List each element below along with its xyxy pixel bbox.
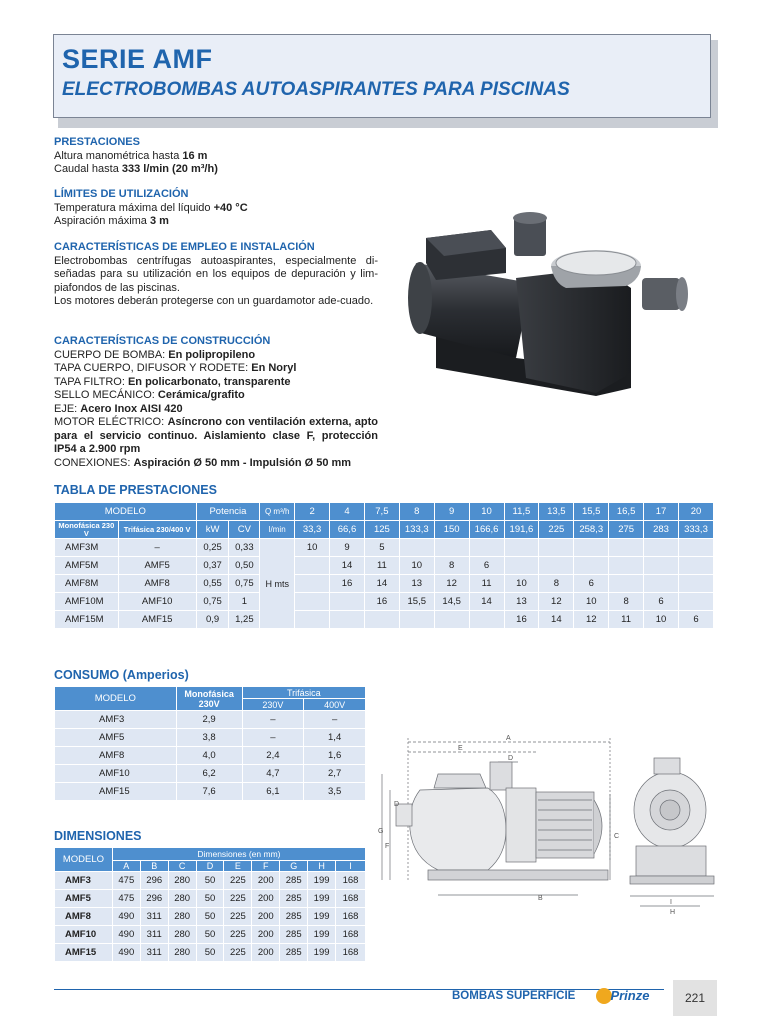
table-header-row bbox=[55, 848, 366, 861]
dimension-value-cell: 199 bbox=[308, 872, 336, 890]
dimension-value-cell: 285 bbox=[280, 872, 308, 890]
head-value-cell bbox=[609, 557, 644, 575]
drawing-label-c: C bbox=[614, 833, 620, 840]
spec-line: Aspiración máxima 3 m bbox=[54, 215, 169, 227]
dimension-value-cell: 199 bbox=[308, 926, 336, 944]
head-value-cell bbox=[644, 557, 679, 575]
column-header: Monofásica 230V bbox=[176, 687, 242, 711]
model-mono-cell: AMF3M bbox=[55, 539, 119, 557]
power-kw-cell: 0,55 bbox=[196, 575, 229, 593]
table-row bbox=[55, 593, 714, 611]
power-cv-cell: 0,33 bbox=[229, 539, 260, 557]
head-value-cell: 8 bbox=[434, 557, 469, 575]
height-unit-cell: H mts bbox=[260, 539, 295, 629]
head-value-cell: 13 bbox=[504, 593, 539, 611]
dimension-value-cell: 225 bbox=[224, 908, 252, 926]
spec-line: CUERPO DE BOMBA: En polipropileno bbox=[54, 348, 256, 361]
column-header: MODELO bbox=[55, 503, 197, 521]
flow-m3h-header: 16,5 bbox=[609, 503, 644, 521]
model-cell: AMF8 bbox=[55, 908, 113, 926]
head-value-cell: 10 bbox=[644, 611, 679, 629]
flow-lmin-header: 258,3 bbox=[574, 521, 609, 539]
head-value-cell: 6 bbox=[469, 557, 504, 575]
column-header: CV bbox=[229, 521, 260, 539]
dimension-value-cell: 296 bbox=[140, 890, 168, 908]
head-value-cell: 11 bbox=[469, 575, 504, 593]
model-tri-cell: AMF8 bbox=[118, 575, 196, 593]
table-header-row bbox=[55, 503, 714, 521]
spec-paragraph: Los motores deberán protegerse con un guardamotor ade-cuado. bbox=[54, 295, 374, 307]
spec-line: Caudal hasta 333 l/min (20 m³/h) bbox=[54, 163, 218, 175]
spec-heading: LÍMITES DE UTILIZACIÓN bbox=[54, 188, 189, 200]
head-value-cell bbox=[399, 611, 434, 629]
dimension-value-cell: 225 bbox=[224, 944, 252, 962]
head-value-cell bbox=[678, 575, 713, 593]
dimension-value-cell: 200 bbox=[252, 908, 280, 926]
tri230-current-cell: – bbox=[242, 729, 304, 747]
drawing-label-f: F bbox=[385, 843, 390, 850]
column-header: l/min bbox=[260, 521, 295, 539]
dimension-value-cell: 199 bbox=[308, 890, 336, 908]
head-value-cell bbox=[678, 593, 713, 611]
flow-m3h-header: 15,5 bbox=[574, 503, 609, 521]
head-value-cell bbox=[295, 593, 330, 611]
dimension-column-header: C bbox=[168, 861, 196, 872]
spec-line: Altura manométrica hasta 16 m bbox=[54, 149, 208, 162]
head-value-cell bbox=[399, 539, 434, 557]
page-subtitle: ELECTROBOMBAS AUTOASPIRANTES PARA PISCINAS bbox=[62, 79, 570, 100]
flow-m3h-header: 13,5 bbox=[539, 503, 574, 521]
head-value-cell: 8 bbox=[609, 593, 644, 611]
dimension-value-cell: 490 bbox=[112, 944, 140, 962]
dimension-value-cell: 280 bbox=[168, 944, 196, 962]
power-kw-cell: 0,37 bbox=[196, 557, 229, 575]
power-cv-cell: 1 bbox=[229, 593, 260, 611]
model-cell: AMF10 bbox=[55, 765, 177, 783]
model-tri-cell: AMF10 bbox=[118, 593, 196, 611]
flow-lmin-header: 275 bbox=[609, 521, 644, 539]
dimension-value-cell: 225 bbox=[224, 872, 252, 890]
page-number: 221 bbox=[673, 980, 717, 1016]
dimension-value-cell: 285 bbox=[280, 944, 308, 962]
table-row bbox=[55, 765, 366, 783]
head-value-cell: 12 bbox=[539, 593, 574, 611]
model-tri-cell: – bbox=[118, 539, 196, 557]
model-cell: AMF3 bbox=[55, 711, 177, 729]
dimension-value-cell: 50 bbox=[196, 908, 224, 926]
model-tri-cell: AMF5 bbox=[118, 557, 196, 575]
flow-lmin-header: 225 bbox=[539, 521, 574, 539]
drawing-label-h: H bbox=[670, 909, 676, 916]
prestaciones-table-title: TABLA DE PRESTACIONES bbox=[54, 483, 217, 497]
flow-m3h-header: 8 bbox=[399, 503, 434, 521]
dimension-column-header: E bbox=[224, 861, 252, 872]
model-mono-cell: AMF5M bbox=[55, 557, 119, 575]
dimension-column-header: A bbox=[112, 861, 140, 872]
head-value-cell: 13 bbox=[399, 575, 434, 593]
head-value-cell bbox=[364, 611, 399, 629]
power-kw-cell: 0,25 bbox=[196, 539, 229, 557]
dimension-value-cell: 285 bbox=[280, 908, 308, 926]
dimension-column-header: I bbox=[336, 861, 366, 872]
head-value-cell: 16 bbox=[504, 611, 539, 629]
flow-m3h-header: 11,5 bbox=[504, 503, 539, 521]
tri400-current-cell: 2,7 bbox=[304, 765, 366, 783]
tri400-current-cell: 1,4 bbox=[304, 729, 366, 747]
table-row bbox=[55, 783, 366, 801]
spec-line: TAPA FILTRO: En policarbonato, transparente bbox=[54, 375, 291, 388]
mono-current-cell: 7,6 bbox=[176, 783, 242, 801]
tri230-current-cell: 4,7 bbox=[242, 765, 304, 783]
head-value-cell bbox=[469, 539, 504, 557]
pump-photo bbox=[396, 208, 696, 398]
dimension-value-cell: 168 bbox=[336, 872, 366, 890]
dimension-value-cell: 490 bbox=[112, 926, 140, 944]
column-header: MODELO bbox=[55, 687, 177, 711]
spec-paragraph: Electrobombas centrífugas autoaspirantes, especialmente di-señadas para su utilización en los equipos de depuración y lim-piafondos de las piscinas. bbox=[54, 254, 378, 294]
table-row bbox=[55, 747, 366, 765]
spec-line: MOTOR ELÉCTRICO: Asíncrono con ventilación externa, apto para el servicio continuo. Aislamiento clase F, protección IP54 a 2.900 rpm bbox=[54, 416, 378, 455]
drawing-label-g: G bbox=[378, 828, 384, 835]
tri400-current-cell: 3,5 bbox=[304, 783, 366, 801]
spec-line: CONEXIONES: Aspiración Ø 50 mm - Impulsión Ø 50 mm bbox=[54, 456, 352, 469]
head-value-cell: 10 bbox=[504, 575, 539, 593]
table-row bbox=[55, 575, 714, 593]
head-value-cell: 6 bbox=[678, 611, 713, 629]
flow-lmin-header: 150 bbox=[434, 521, 469, 539]
dimension-drawing bbox=[378, 730, 718, 920]
model-cell: AMF15 bbox=[55, 944, 113, 962]
head-value-cell: 8 bbox=[539, 575, 574, 593]
head-value-cell: 10 bbox=[574, 593, 609, 611]
tri230-current-cell: – bbox=[242, 711, 304, 729]
power-cv-cell: 0,75 bbox=[229, 575, 260, 593]
dimensiones-table-title: DIMENSIONES bbox=[54, 829, 142, 843]
head-value-cell bbox=[504, 557, 539, 575]
drawing-label-a: A bbox=[506, 735, 511, 742]
dimension-value-cell: 490 bbox=[112, 908, 140, 926]
head-value-cell: 14 bbox=[364, 575, 399, 593]
head-value-cell bbox=[678, 539, 713, 557]
dimension-value-cell: 168 bbox=[336, 926, 366, 944]
dimension-value-cell: 280 bbox=[168, 926, 196, 944]
dimension-value-cell: 168 bbox=[336, 944, 366, 962]
dimension-value-cell: 199 bbox=[308, 944, 336, 962]
dimension-value-cell: 50 bbox=[196, 926, 224, 944]
dimension-column-header: H bbox=[308, 861, 336, 872]
column-header: 400V bbox=[304, 699, 366, 711]
head-value-cell: 9 bbox=[330, 539, 365, 557]
tri400-current-cell: – bbox=[304, 711, 366, 729]
mono-current-cell: 3,8 bbox=[176, 729, 242, 747]
head-value-cell bbox=[295, 575, 330, 593]
power-kw-cell: 0,75 bbox=[196, 593, 229, 611]
column-header: Trifásica bbox=[242, 687, 365, 699]
head-value-cell: 14 bbox=[469, 593, 504, 611]
flow-lmin-header: 283 bbox=[644, 521, 679, 539]
column-header: 230V bbox=[242, 699, 304, 711]
prestaciones-table bbox=[54, 502, 714, 629]
head-value-cell bbox=[539, 539, 574, 557]
head-value-cell: 11 bbox=[364, 557, 399, 575]
footer-section: BOMBAS SUPERFICIE bbox=[452, 990, 576, 1002]
head-value-cell bbox=[330, 611, 365, 629]
model-cell: AMF15 bbox=[55, 783, 177, 801]
table-row bbox=[55, 557, 714, 575]
dimension-value-cell: 50 bbox=[196, 944, 224, 962]
table-row bbox=[55, 611, 714, 629]
head-value-cell bbox=[539, 557, 574, 575]
head-value-cell: 14 bbox=[330, 557, 365, 575]
power-cv-cell: 1,25 bbox=[229, 611, 260, 629]
dimension-value-cell: 225 bbox=[224, 926, 252, 944]
power-cv-cell: 0,50 bbox=[229, 557, 260, 575]
column-header: Q m³/h bbox=[260, 503, 295, 521]
model-cell: AMF5 bbox=[55, 890, 113, 908]
model-cell: AMF8 bbox=[55, 747, 177, 765]
power-kw-cell: 0,9 bbox=[196, 611, 229, 629]
head-value-cell: 15,5 bbox=[399, 593, 434, 611]
head-value-cell bbox=[469, 611, 504, 629]
flow-m3h-header: 20 bbox=[678, 503, 713, 521]
head-value-cell: 5 bbox=[364, 539, 399, 557]
dimension-value-cell: 475 bbox=[112, 872, 140, 890]
dimensiones-table bbox=[54, 847, 366, 962]
table-row bbox=[55, 729, 366, 747]
head-value-cell bbox=[678, 557, 713, 575]
dimension-value-cell: 475 bbox=[112, 890, 140, 908]
flow-m3h-header: 7,5 bbox=[364, 503, 399, 521]
drawing-label-d-side: D bbox=[394, 801, 400, 808]
column-header: MODELO bbox=[55, 848, 113, 872]
drawing-label-e: E bbox=[458, 745, 463, 752]
head-value-cell bbox=[295, 557, 330, 575]
dimension-column-header: B bbox=[140, 861, 168, 872]
column-header: Monofásica 230 V bbox=[55, 521, 119, 539]
flow-m3h-header: 17 bbox=[644, 503, 679, 521]
mono-current-cell: 2,9 bbox=[176, 711, 242, 729]
dimension-value-cell: 168 bbox=[336, 890, 366, 908]
dimension-value-cell: 50 bbox=[196, 872, 224, 890]
spec-prestaciones bbox=[54, 136, 378, 177]
head-value-cell bbox=[644, 539, 679, 557]
dimension-value-cell: 168 bbox=[336, 908, 366, 926]
flow-lmin-header: 166,6 bbox=[469, 521, 504, 539]
head-value-cell bbox=[609, 575, 644, 593]
table-row bbox=[55, 926, 366, 944]
dimension-value-cell: 285 bbox=[280, 926, 308, 944]
head-value-cell: 12 bbox=[434, 575, 469, 593]
dimension-value-cell: 296 bbox=[140, 872, 168, 890]
flow-m3h-header: 10 bbox=[469, 503, 504, 521]
head-value-cell: 6 bbox=[574, 575, 609, 593]
dimension-value-cell: 311 bbox=[140, 926, 168, 944]
table-row bbox=[55, 539, 714, 557]
model-mono-cell: AMF10M bbox=[55, 593, 119, 611]
spec-empleo bbox=[54, 241, 378, 309]
head-value-cell bbox=[330, 593, 365, 611]
flow-lmin-header: 125 bbox=[364, 521, 399, 539]
dimension-column-header: F bbox=[252, 861, 280, 872]
tri230-current-cell: 6,1 bbox=[242, 783, 304, 801]
table-row bbox=[55, 908, 366, 926]
dimension-value-cell: 285 bbox=[280, 890, 308, 908]
head-value-cell bbox=[574, 539, 609, 557]
dimension-value-cell: 50 bbox=[196, 890, 224, 908]
dimension-value-cell: 200 bbox=[252, 872, 280, 890]
consumo-table bbox=[54, 686, 366, 801]
drawing-label-d-top: D bbox=[508, 755, 514, 762]
table-header-row bbox=[55, 521, 714, 539]
mono-current-cell: 6,2 bbox=[176, 765, 242, 783]
head-value-cell: 12 bbox=[574, 611, 609, 629]
table-row bbox=[55, 944, 366, 962]
spec-line: SELLO MECÁNICO: Cerámica/grafito bbox=[54, 389, 245, 401]
dimension-value-cell: 311 bbox=[140, 944, 168, 962]
column-header: kW bbox=[196, 521, 229, 539]
head-value-cell: 14 bbox=[539, 611, 574, 629]
flow-lmin-header: 133,3 bbox=[399, 521, 434, 539]
head-value-cell: 11 bbox=[609, 611, 644, 629]
dimension-value-cell: 200 bbox=[252, 944, 280, 962]
flow-lmin-header: 333,3 bbox=[678, 521, 713, 539]
model-cell: AMF5 bbox=[55, 729, 177, 747]
table-row bbox=[55, 872, 366, 890]
head-value-cell bbox=[574, 557, 609, 575]
spec-heading: CARACTERÍSTICAS DE CONSTRUCCIÓN bbox=[54, 335, 271, 347]
drawing-label-i: I bbox=[670, 899, 672, 906]
dimension-value-cell: 280 bbox=[168, 872, 196, 890]
column-header: Dimensiones (en mm) bbox=[112, 848, 365, 861]
dimension-column-header: D bbox=[196, 861, 224, 872]
head-value-cell: 10 bbox=[399, 557, 434, 575]
flow-m3h-header: 4 bbox=[330, 503, 365, 521]
dimension-value-cell: 200 bbox=[252, 926, 280, 944]
mono-current-cell: 4,0 bbox=[176, 747, 242, 765]
dimension-value-cell: 280 bbox=[168, 890, 196, 908]
dimension-value-cell: 199 bbox=[308, 908, 336, 926]
consumo-table-title: CONSUMO (Amperios) bbox=[54, 668, 189, 682]
model-mono-cell: AMF15M bbox=[55, 611, 119, 629]
dimension-value-cell: 280 bbox=[168, 908, 196, 926]
head-value-cell: 16 bbox=[330, 575, 365, 593]
dimension-value-cell: 200 bbox=[252, 890, 280, 908]
head-value-cell bbox=[434, 539, 469, 557]
column-header: Potencia bbox=[196, 503, 260, 521]
dimension-value-cell: 311 bbox=[140, 908, 168, 926]
dimension-value-cell: 225 bbox=[224, 890, 252, 908]
spec-heading: PRESTACIONES bbox=[54, 136, 140, 148]
spec-line: TAPA CUERPO, DIFUSOR Y RODETE: En Noryl bbox=[54, 362, 297, 374]
table-row bbox=[55, 711, 366, 729]
table-row bbox=[55, 890, 366, 908]
flow-m3h-header: 9 bbox=[434, 503, 469, 521]
flow-lmin-header: 33,3 bbox=[295, 521, 330, 539]
tri400-current-cell: 1,6 bbox=[304, 747, 366, 765]
head-value-cell bbox=[504, 539, 539, 557]
head-value-cell: 6 bbox=[644, 593, 679, 611]
model-tri-cell: AMF15 bbox=[118, 611, 196, 629]
tri230-current-cell: 2,4 bbox=[242, 747, 304, 765]
model-cell: AMF3 bbox=[55, 872, 113, 890]
column-header: Trifásica 230/400 V bbox=[118, 521, 196, 539]
spec-heading: CARACTERÍSTICAS DE EMPLEO E INSTALACIÓN bbox=[54, 241, 315, 253]
spec-construccion bbox=[54, 335, 378, 470]
head-value-cell bbox=[295, 611, 330, 629]
flow-m3h-header: 2 bbox=[295, 503, 330, 521]
table-header-row bbox=[55, 687, 366, 699]
spec-limites bbox=[54, 188, 378, 229]
head-value-cell bbox=[609, 539, 644, 557]
model-mono-cell: AMF8M bbox=[55, 575, 119, 593]
head-value-cell: 14,5 bbox=[434, 593, 469, 611]
brand-logo: Prinze bbox=[596, 987, 649, 1005]
flow-lmin-header: 66,6 bbox=[330, 521, 365, 539]
page-title: SERIE AMF bbox=[62, 44, 213, 74]
spec-line: Temperatura máxima del líquido +40 °C bbox=[54, 201, 248, 214]
head-value-cell bbox=[644, 575, 679, 593]
head-value-cell: 16 bbox=[364, 593, 399, 611]
head-value-cell: 10 bbox=[295, 539, 330, 557]
head-value-cell bbox=[434, 611, 469, 629]
spec-line: EJE: Acero Inox AISI 420 bbox=[54, 402, 183, 415]
flow-lmin-header: 191,6 bbox=[504, 521, 539, 539]
drawing-label-b: B bbox=[538, 895, 543, 902]
model-cell: AMF10 bbox=[55, 926, 113, 944]
dimension-column-header: G bbox=[280, 861, 308, 872]
